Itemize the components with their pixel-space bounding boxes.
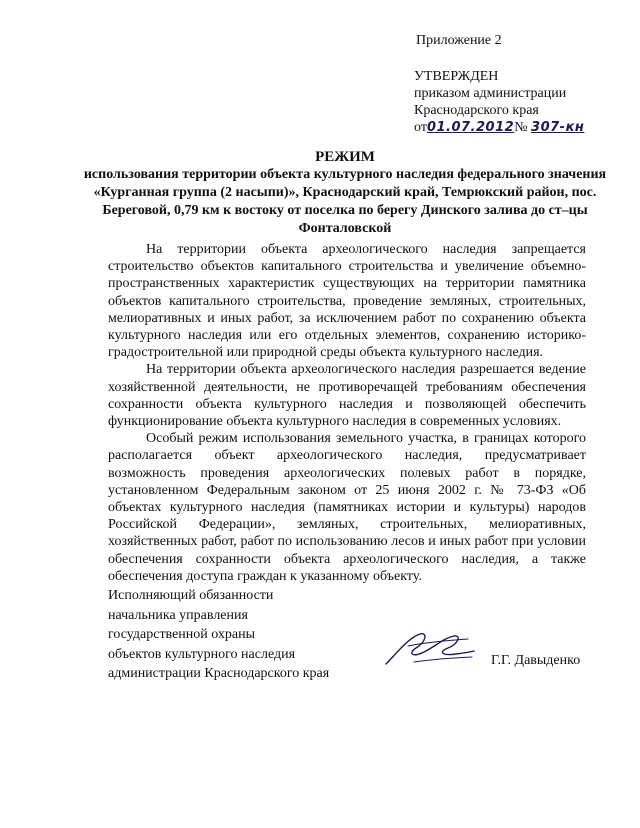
- position-line: объектов культурного наследия: [108, 646, 296, 662]
- approval-date: 01.07.2012: [426, 120, 515, 135]
- title-text: использования территории объекта культурного наследия федерального значения «Курганная группа (2 насыпи)», Краснодарский край, Темрюкский район, пос. Береговой, 0,79 км к востоку от поселка по берегу Динского залива до ст–цы Фонталовской: [83, 167, 607, 236]
- annex-label: Приложение 2: [416, 33, 502, 48]
- approval-block: [414, 68, 584, 136]
- approval-number: 307-кн: [531, 120, 585, 135]
- position-line: Исполняющий обязанности: [108, 588, 274, 603]
- signer-name: Г.Г. Давыденко: [491, 653, 581, 668]
- approval-line-1: приказом администрации: [414, 86, 567, 101]
- approval-from-label: от: [414, 120, 427, 135]
- approval-number-label: №: [514, 120, 528, 135]
- signatory-position: [108, 586, 329, 684]
- approval-date-line: [414, 119, 584, 136]
- document-title: [80, 148, 610, 238]
- paragraph: На территории объекта археологического наследия запрещается строительство объектов капитального строительства и увеличение объемно-пространственных характеристик существующих на территории памятника объектов капитального строительства, проведение земляных, строительных, мелиоративных и иных работ, за исключением работ по сохранению объекта культурного наследия или его отдельных элементов, сохранению историко-градостроительной или природной среды объекта культурного наследия.: [108, 242, 586, 361]
- approval-status: УТВЕРЖДЕН: [414, 69, 499, 84]
- position-line: администрации Краснодарского края: [108, 666, 330, 681]
- paragraph: Особый режим использования земельного участка, в границах которого располагается объект археологического наследия, предусматривает возможность проведения археологических полевых работ в порядке, установленном Федеральным законом от 25 июня 2002 г. № 73-ФЗ «Об объектах культурного наследия (памятниках истории и культуры) народов Российской Федерации», земляных, строительных, мелиоративных, хозяйственных работ, работ по использованию лесов и иных работ при условии обеспечения сохранности объекта археологического наследия, а также обеспечения доступа граждан к указанному объекту.: [108, 431, 586, 584]
- approval-line-2: Краснодарского края: [414, 103, 539, 118]
- handwritten-signature: [378, 624, 478, 674]
- document-body: [108, 241, 586, 585]
- title-heading: РЕЖИМ: [315, 149, 375, 165]
- paragraph: На территории объекта археологического наследия разрешается ведение хозяйственной деятельности, не противоречащей требованиям обеспечения сохранности объекта культурного наследия и позволяющей обеспечить функционирование объекта культурного наследия в современных условиях.: [108, 362, 586, 430]
- position-line: начальника управления: [108, 607, 248, 623]
- position-line: государственной охраны: [108, 627, 256, 642]
